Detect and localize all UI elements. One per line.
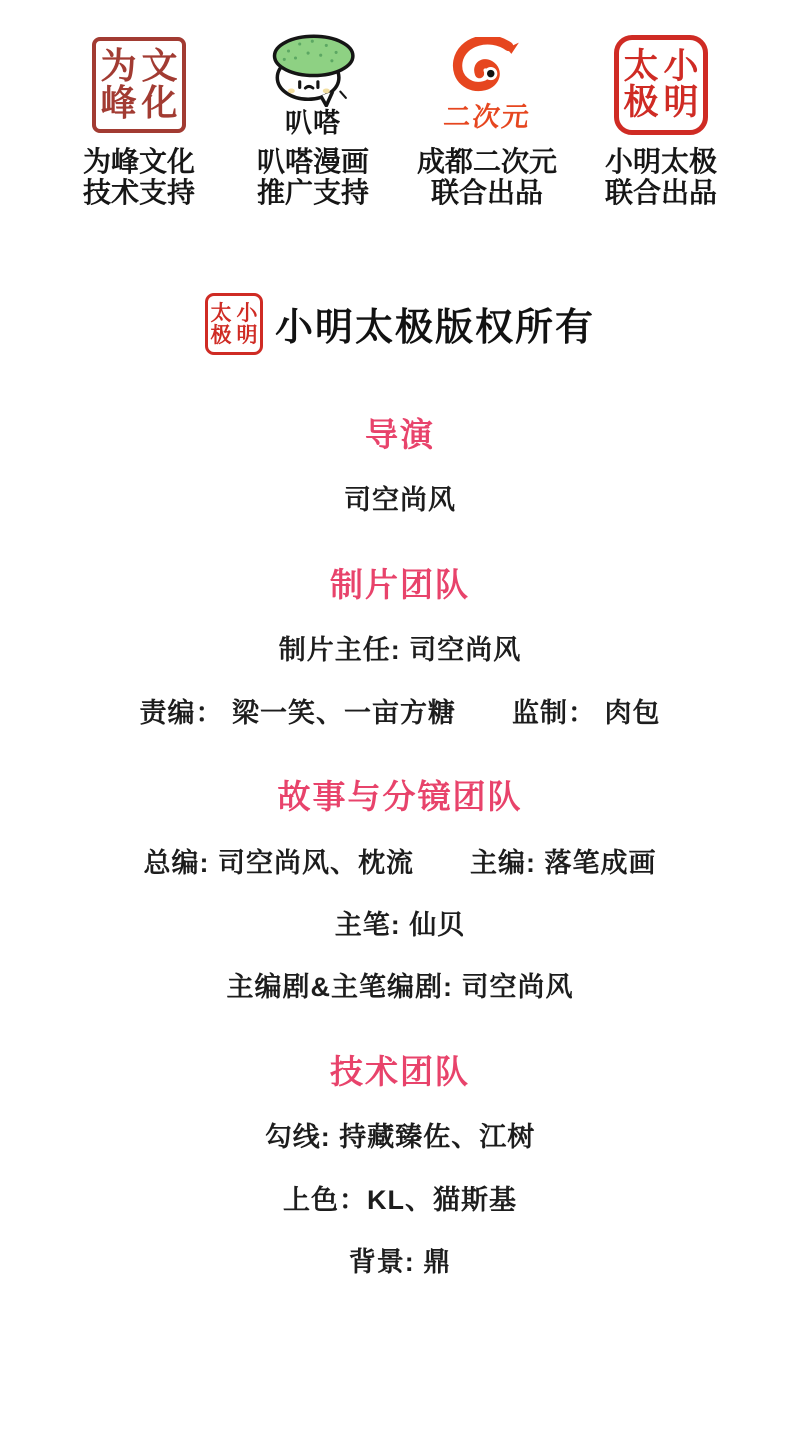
partners-row — [0, 0, 800, 209]
partner-caption-line2: 推广支持 — [256, 177, 369, 209]
xiaoming-taiji-seal-stamp-icon — [614, 35, 708, 135]
partner-caption — [605, 146, 717, 209]
weifeng-seal-logo — [92, 30, 186, 140]
credits-list — [0, 415, 800, 1279]
xiaoming-taiji-seal-logo — [614, 30, 708, 140]
seal-right-column — [236, 302, 257, 345]
seal-left-column — [210, 302, 231, 345]
credit-line: 主笔: 仙贝 — [334, 910, 466, 941]
partner-caption-line1: 为峰文化 — [82, 146, 195, 177]
seal-char: 明 — [236, 321, 258, 347]
partner-caption-line1: 成都二次元 — [416, 146, 557, 177]
partner-caption-line1: 小明太极 — [604, 146, 717, 177]
seal-right-column — [141, 44, 178, 124]
credit-line: 背景: 鼎 — [348, 1247, 452, 1278]
seal-char: 化 — [141, 82, 178, 124]
copyright-row — [0, 293, 800, 355]
partner-caption-line2: 联合出品 — [430, 177, 543, 209]
partner-caption-line2: 联合出品 — [604, 177, 717, 209]
partner-chengdu-erciyuan — [403, 30, 571, 209]
seal-left-column — [100, 44, 137, 124]
section-heading-director: 导演 — [365, 415, 435, 453]
seal-char: 小 — [663, 45, 699, 87]
section-heading-production-team: 制片团队 — [330, 565, 470, 603]
partner-caption-line2: 技术支持 — [82, 177, 195, 209]
partner-caption — [417, 146, 557, 209]
credit-line: 司空尚风 — [344, 485, 456, 516]
partner-bada-comics — [229, 30, 397, 209]
credit-line: 总编: 司空尚风、枕流 主编: 落笔成画 — [143, 847, 657, 878]
seal-char: 太 — [623, 45, 659, 87]
seal-char: 极 — [210, 321, 232, 347]
seal-char: 峰 — [100, 82, 137, 124]
partner-caption-line1: 叭嗒漫画 — [256, 146, 369, 177]
partner-weifeng-culture — [55, 30, 223, 209]
seal-char: 太 — [210, 300, 232, 326]
erciyuan-spiral-icon — [435, 37, 539, 97]
seal-right-column — [663, 45, 699, 123]
seal-char: 文 — [141, 44, 178, 87]
bada-mascot-icon — [255, 30, 371, 107]
credit-line: 责编： 梁一笑、一亩方糖 监制： 肉包 — [139, 697, 661, 728]
seal-left-column — [623, 45, 659, 123]
partner-caption — [257, 146, 369, 209]
partner-caption — [83, 146, 195, 209]
credit-line: 上色：KL、猫斯基 — [283, 1184, 517, 1215]
seal-char: 小 — [236, 300, 258, 326]
erciyuan-logo — [435, 30, 539, 140]
weifeng-seal-stamp-icon — [92, 37, 186, 133]
credit-line: 主编剧&主笔编剧: 司空尚风 — [226, 972, 574, 1003]
partner-xiaoming-taiji — [577, 30, 745, 209]
seal-char: 极 — [623, 82, 659, 123]
bada-wordmark: 叭嗒 — [285, 108, 341, 138]
section-heading-technical-team: 技术团队 — [330, 1052, 470, 1090]
credit-line: 制片主任: 司空尚风 — [278, 635, 522, 666]
seal-char: 为 — [100, 44, 137, 87]
erciyuan-wordmark: 二次元 — [441, 101, 532, 132]
copyright-seal-stamp-icon — [205, 293, 263, 355]
bada-logo — [255, 30, 371, 140]
page-title: 小明太极版权所有 — [274, 307, 595, 350]
credit-line: 勾线: 持藏臻佐、江树 — [264, 1122, 536, 1153]
section-heading-story-storyboard-team: 故事与分镜团队 — [277, 778, 523, 816]
seal-char: 明 — [663, 82, 699, 123]
